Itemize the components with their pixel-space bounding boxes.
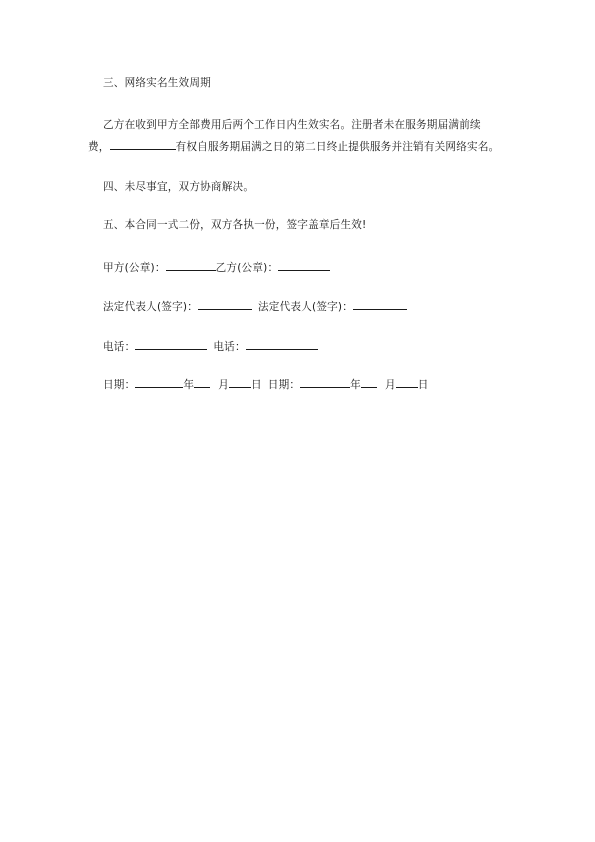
phone-b-blank[interactable] xyxy=(246,338,318,350)
phone-row xyxy=(103,338,318,354)
year-label: 年 xyxy=(183,379,195,391)
party-b-seal-blank[interactable] xyxy=(278,259,330,271)
section-3-heading: 三、网络实名生效周期 xyxy=(103,77,211,89)
day-label: 日 xyxy=(250,379,262,391)
date-a-month-blank[interactable] xyxy=(194,376,210,388)
date-a-day-blank[interactable] xyxy=(229,376,251,388)
phone-a-blank[interactable] xyxy=(135,338,207,350)
legal-rep-b-blank[interactable] xyxy=(353,298,407,310)
section-3-paragraph-line-1: 乙方在收到甲方全部费用后两个工作日内生效实名。注册者未在服务期届满前续 xyxy=(103,119,481,131)
date-b-month-blank[interactable] xyxy=(361,376,377,388)
date-b-day-blank[interactable] xyxy=(396,376,418,388)
month-label: 月 xyxy=(218,379,229,391)
month-label: 月 xyxy=(384,379,396,391)
legal-rep-a-blank[interactable] xyxy=(198,298,252,310)
section-4-text: 四、未尽事宜，双方协商解决。 xyxy=(103,181,255,193)
day-label: 日 xyxy=(417,379,429,391)
date-a-year-blank[interactable] xyxy=(135,376,183,388)
section-5-text: 五、本合同一式二份，双方各执一份，签字盖章后生效! xyxy=(103,219,367,231)
date-b-year-blank[interactable] xyxy=(300,376,350,388)
paragraph-text: 有权自服务期届满之日的第二日终止提供服务并注销有关网络实名。 xyxy=(175,141,500,153)
seal-row xyxy=(103,259,330,275)
date-row xyxy=(103,376,429,392)
section-3-paragraph-line-2 xyxy=(88,138,499,154)
party-b-seal-label: 乙方(公章)： xyxy=(215,262,279,274)
date-a-label: 日期： xyxy=(103,379,136,391)
legal-rep-b-label: 法定代表人(签字)： xyxy=(258,301,354,313)
date-b-label: 日期： xyxy=(267,379,301,391)
phone-a-label: 电话： xyxy=(103,341,136,353)
fill-in-blank[interactable] xyxy=(110,138,176,150)
legal-rep-a-label: 法定代表人(签字)： xyxy=(103,301,199,313)
party-a-seal-label: 甲方(公章)： xyxy=(103,262,166,274)
party-a-seal-blank[interactable] xyxy=(166,259,216,271)
year-label: 年 xyxy=(350,379,361,391)
phone-b-label: 电话： xyxy=(213,341,246,353)
paragraph-text: 费， xyxy=(88,141,110,153)
legal-rep-row xyxy=(103,298,407,314)
